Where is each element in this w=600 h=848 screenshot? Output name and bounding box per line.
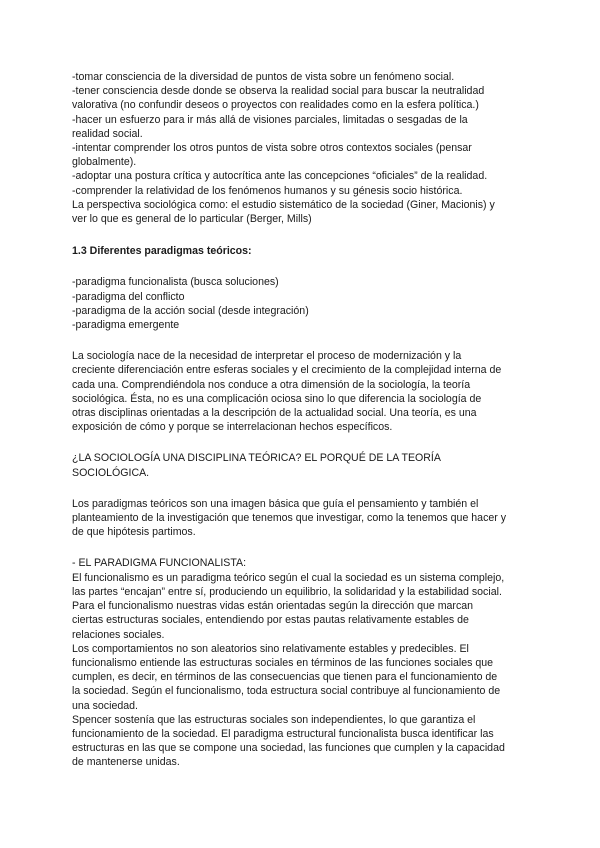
text-line: ver lo que es general de lo particular (Berger, Mills) (72, 213, 312, 226)
text-line: una sociedad. (72, 699, 138, 712)
text-line: las partes “encajan” entre sí, produciendo un equilibrio, la solidaridad y la estabilidad social. (72, 585, 502, 598)
text-line: valorativa (no confundir deseos o proyectos con realidades como en la esfera política.) (72, 99, 479, 112)
section-heading: 1.3 Diferentes paradigmas teóricos: (72, 245, 252, 258)
text-line: -tener consciencia desde donde se observa la realidad social para buscar la neutralidad (72, 85, 485, 98)
text-line: la sociedad. Según el funcionalismo, toda estructura social contribuye al funcionamiento de (72, 685, 501, 698)
text-line: - EL PARADIGMA FUNCIONALISTA: (72, 557, 247, 570)
text-line: creciente diferenciación entre esferas sociales y el crecimiento de la complejidad interna de (72, 364, 502, 377)
list-item: -paradigma del conflicto (72, 290, 185, 303)
text-line: relaciones sociales. (72, 628, 165, 641)
paradigm-list (72, 275, 532, 332)
text-line: globalmente). (72, 156, 137, 169)
text-line: funcionamiento de la sociedad. El paradigma estructural funcionalista busca identificar las (72, 727, 494, 740)
text-line: ¿LA SOCIOLOGÍA UNA DISCIPLINA TEÓRICA? EL PORQUÉ DE LA TEORÍA (72, 452, 441, 465)
text-line: -tomar consciencia de la diversidad de puntos de vista sobre un fenómeno social. (72, 71, 455, 83)
text-line: estructuras en las que se compone una sociedad, las funciones que cumplen y la capacidad (72, 742, 505, 755)
text-line: de mantenerse unidas. (72, 756, 180, 769)
text-line: otras disciplinas orientadas a la descripción de la actualidad social. Una teoría, es una (72, 407, 477, 420)
text-line: -intentar comprender los otros puntos de vista sobre otros contextos sociales (pensar (72, 142, 472, 155)
document-page (72, 70, 532, 770)
text-line: Los paradigmas teóricos son una imagen básica que guía el pensamiento y también el (72, 497, 479, 510)
text-line: funcionalismo entiende las estructuras sociales en términos de las funciones sociales que (72, 656, 494, 669)
text-line: SOCIOLÓGICA. (72, 466, 150, 479)
paradigm-definition-paragraph (72, 497, 532, 540)
text-line: cumplen, es decir, en términos de las consecuencias que tienen para el funcionamiento de (72, 671, 498, 684)
text-line: -adoptar una postura crítica y autocrítica ante las concepciones “oficiales” de la realidad. (72, 170, 488, 183)
text-line: realidad social. (72, 127, 143, 140)
text-line: La perspectiva sociológica como: el estudio sistemático de la sociedad (Giner, Macionis) y (72, 198, 495, 211)
text-line: ciertas estructuras sociales, entendiendo por estas pautas relativamente estables de (72, 614, 469, 627)
text-line: La sociología nace de la necesidad de interpretar el proceso de modernización y la (72, 350, 462, 363)
text-line: Spencer sostenía que las estructuras sociales son independientes, lo que garantiza el (72, 713, 476, 726)
text-line: -hacer un esfuerzo para ir más allá de visiones parciales, limitadas o sesgadas de la (72, 113, 468, 126)
text-line: -comprender la relatividad de los fenómenos humanos y su génesis socio histórica. (72, 184, 463, 197)
text-line: El funcionalismo es un paradigma teórico según el cual la sociedad es un sistema complejo, (72, 571, 505, 584)
text-line: planteamiento de la investigación que tenemos que investigar, como la tenemos que hacer y (72, 512, 507, 525)
text-line: de que hipótesis partimos. (72, 526, 196, 539)
text-line: exposición de cómo y porque se interrelacionan hechos específicos. (72, 421, 393, 434)
functionalist-paradigm-section (72, 556, 532, 769)
list-item: -paradigma emergente (72, 319, 180, 332)
perspective-list (72, 70, 532, 226)
text-line: Los comportamientos no son aleatorios sino relativamente estables y predecibles. El (72, 642, 469, 655)
text-line: Para el funcionalismo nuestras vidas están orientadas según la dirección que marcan (72, 600, 474, 613)
theory-question (72, 451, 532, 479)
text-line: sociológica. Ésta, no es una complicación ociosa sino lo que diferencia la sociología de (72, 392, 482, 405)
text-line: cada una. Comprendiéndola nos conduce a otra dimensión de la sociología, la teoría (72, 378, 471, 391)
list-item: -paradigma de la acción social (desde integración) (72, 304, 309, 317)
sociology-paragraph (72, 349, 532, 434)
list-item: -paradigma funcionalista (busca soluciones) (72, 276, 279, 289)
